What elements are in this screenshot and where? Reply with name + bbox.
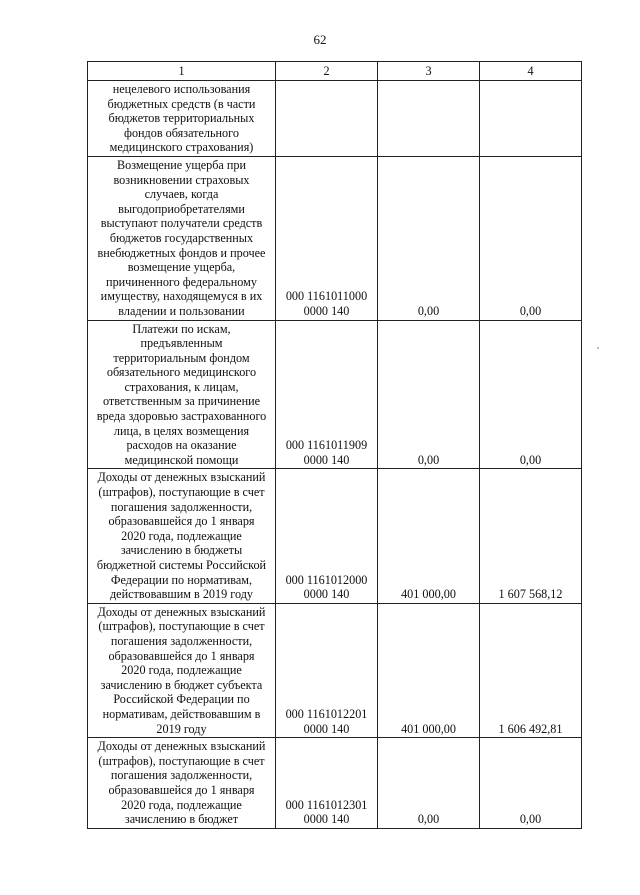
column-header-4: 4 xyxy=(480,62,582,81)
row-value-3: 401 000,00 xyxy=(378,469,480,603)
row-value-3: 0,00 xyxy=(378,320,480,469)
row-description: Возмещение ущерба при возникновении страховых случаев, когда выгодоприобретателями выступают получатели средств бюджетов государственных внебюджетных фондов и прочее возмещение ущерба, причиненного федеральному имуществу, находящемуся в их владении и пользовании xyxy=(88,156,276,320)
row-description: нецелевого использования бюджетных средств (в части бюджетов территориальных фондов обязательного медицинского страхования) xyxy=(88,81,276,157)
row-code: 000 1161012301 0000 140 xyxy=(276,738,378,829)
row-value-3: 0,00 xyxy=(378,156,480,320)
row-code: 000 1161012201 0000 140 xyxy=(276,603,378,737)
column-header-3: 3 xyxy=(378,62,480,81)
row-description: Доходы от денежных взысканий (штрафов), поступающие в счет погашения задолженности, образовавшейся до 1 января 2020 года, подлежащие зачислению в бюджеты бюджетной системы Российской Федерации по нормативам, действовавшим в 2019 году xyxy=(88,469,276,603)
row-description: Доходы от денежных взысканий (штрафов), поступающие в счет погашения задолженности, образовавшейся до 1 января 2020 года, подлежащие зачислению в бюджет xyxy=(88,738,276,829)
column-header-2: 2 xyxy=(276,62,378,81)
row-value-4: 0,00 xyxy=(480,738,582,829)
table-row xyxy=(88,81,582,157)
row-code: 000 1161012000 0000 140 xyxy=(276,469,378,603)
row-value-4: 1 606 492,81 xyxy=(480,603,582,737)
row-value-4: 0,00 xyxy=(480,156,582,320)
table-row xyxy=(88,320,582,469)
scan-dot xyxy=(597,347,599,349)
row-code xyxy=(276,81,378,157)
page-number: 62 xyxy=(313,32,327,47)
row-value-3: 401 000,00 xyxy=(378,603,480,737)
column-header-1: 1 xyxy=(88,62,276,81)
table-header-row xyxy=(88,62,582,81)
row-value-4: 0,00 xyxy=(480,320,582,469)
row-value-3 xyxy=(378,81,480,157)
table-row xyxy=(88,738,582,829)
row-value-4 xyxy=(480,81,582,157)
row-code: 000 1161011909 0000 140 xyxy=(276,320,378,469)
row-value-3: 0,00 xyxy=(378,738,480,829)
table-row xyxy=(88,469,582,603)
row-code: 000 1161011000 0000 140 xyxy=(276,156,378,320)
table-row xyxy=(88,156,582,320)
table-row xyxy=(88,603,582,737)
budget-revenue-table xyxy=(87,61,582,829)
row-description: Платежи по искам, предъявленным территориальным фондом обязательного медицинского страхования, к лицам, ответственным за причинение вреда здоровью застрахованного лица, в целях возмещения расходов на оказание медицинской помощи xyxy=(88,320,276,469)
row-description: Доходы от денежных взысканий (штрафов), поступающие в счет погашения задолженности, образовавшейся до 1 января 2020 года, подлежащие зачислению в бюджет субъекта Российской Федерации по нормативам, действовавшим в 2019 году xyxy=(88,603,276,737)
row-value-4: 1 607 568,12 xyxy=(480,469,582,603)
